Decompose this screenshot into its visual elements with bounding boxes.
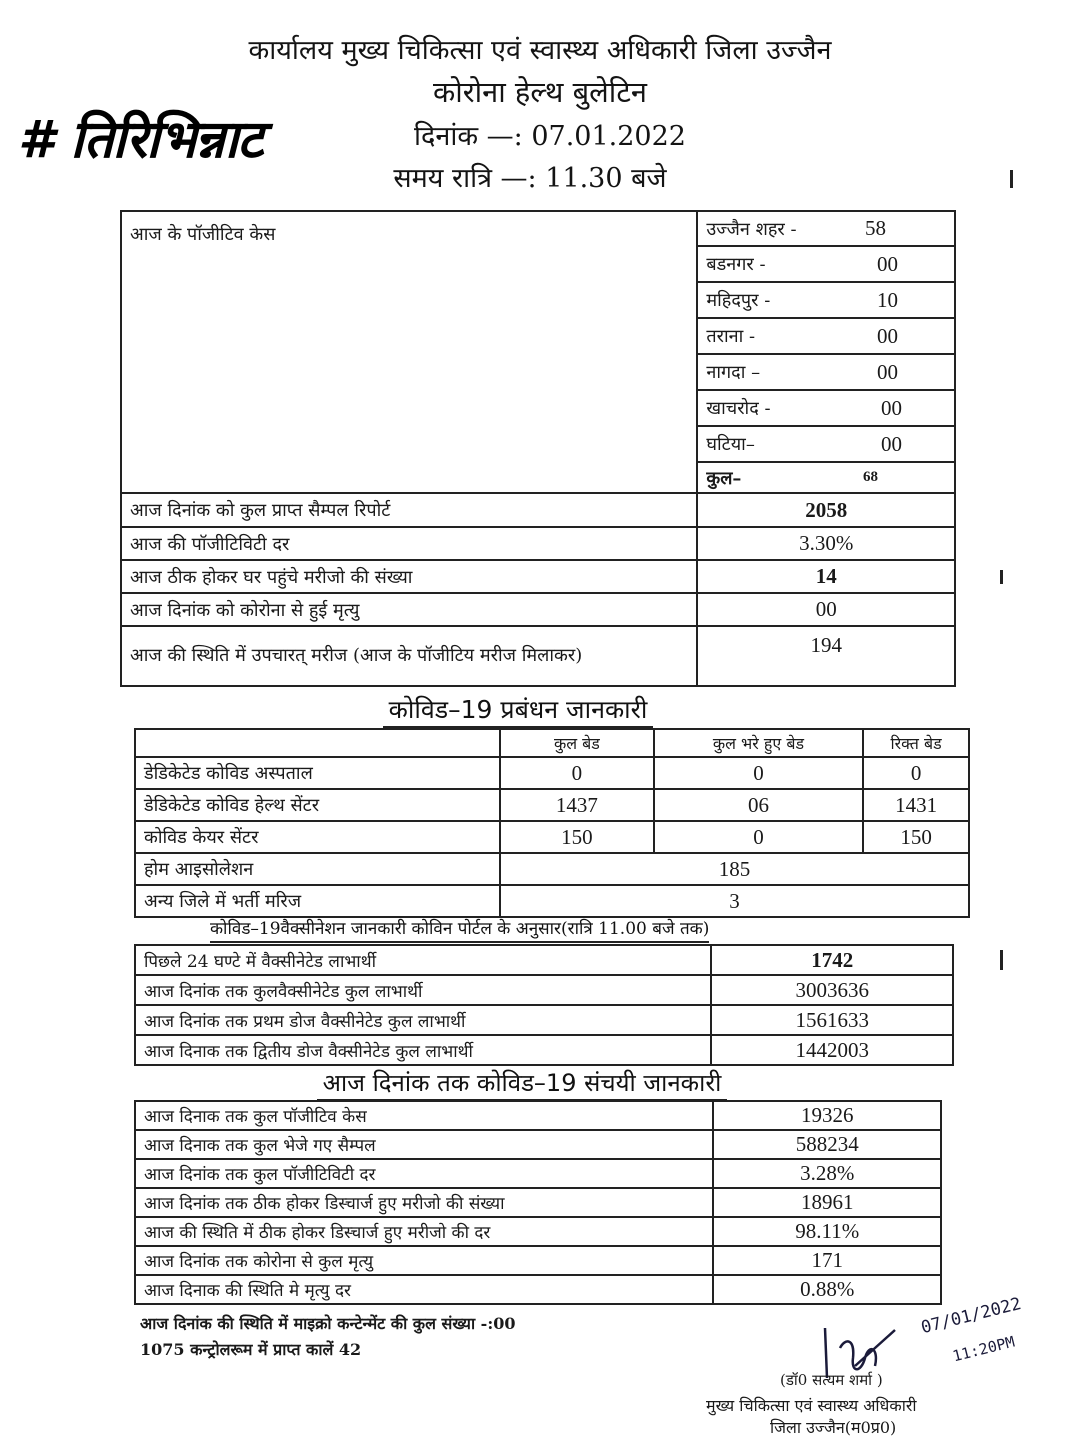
daily-label: आज ठीक होकर घर पहुंचे मरीजो की संख्या [121, 560, 697, 593]
vaccination-value: 1561633 [711, 1005, 953, 1035]
officer-district: जिला उज्जैन(म0प्र0) [770, 1418, 897, 1437]
daily-value: 14 [697, 560, 955, 593]
hashtag-label: # तिरिभिन्नाट [18, 110, 263, 170]
cumulative-value: 171 [713, 1246, 941, 1275]
empty-beds: 150 [863, 821, 969, 853]
cumulative-label: आज दिनाक की स्थिति मे मृत्यु दर [135, 1275, 713, 1304]
margin-mark [1000, 950, 1003, 970]
area-name: नागदा – [706, 362, 761, 383]
cumulative-label: आज दिनांक तक ठीक होकर डिस्चार्ज हुए मरीजो की संख्या [135, 1188, 713, 1217]
daily-label: आज की स्थिति में उपचारत् मरीज (आज के पॉजीटिय मरीज मिलाकर) [121, 626, 697, 686]
area-name: उज्जैन शहर - [706, 218, 797, 240]
facility-label: अन्य जिले में भर्ती मरिज [135, 885, 500, 917]
area-value: 10 [877, 287, 898, 312]
cumulative-value: 18961 [713, 1188, 941, 1217]
control-room-calls: 1075 कन्ट्रोलरूम में प्राप्त कालें 42 [140, 1340, 362, 1359]
containment-note: आज दिनांक की स्थिति में माइक्रो कन्टेन्मेंट की कुल संख्या -:00 [140, 1314, 516, 1333]
total-value: 68 [863, 469, 878, 485]
daily-value: 194 [697, 626, 955, 686]
facility-label: डेडिकेटेड कोविड हेल्थ सेंटर [135, 789, 500, 821]
area-value: 00 [881, 431, 902, 456]
office-title: कार्यालय मुख्य चिकित्सा एवं स्वास्थ्य अधिकारी जिला उज्जैन [248, 35, 832, 66]
cumulative-title: आज दिनांक तक कोविड–19 संचयी जानकारी [0, 1066, 1062, 1099]
bulletin-date: दिनांक —: 07.01.2022 [414, 121, 686, 152]
positive-cases-label: आज के पॉजीटिव केस [121, 211, 697, 493]
vaccination-value: 1742 [711, 945, 953, 975]
vaccination-title: कोविड–19वैक्सीनेशन जानकारी कोविन पोर्टल के अनुसार(रात्रि 11.00 बजे तक) [210, 916, 709, 943]
cumulative-label: आज दिनाक तक कुल पॉजीटिव केस [135, 1101, 713, 1130]
vaccination-label: आज दिनाक तक द्वितीय डोज वैक्सीनेटेड कुल लाभार्थी [135, 1035, 711, 1065]
vaccination-value: 3003636 [711, 975, 953, 1005]
header-blank [135, 729, 500, 757]
daily-value: 00 [697, 593, 955, 626]
empty-beds: 1431 [863, 789, 969, 821]
daily-label: आज दिनांक को कोरोना से हुई मृत्यु [121, 593, 697, 626]
daily-value: 2058 [697, 493, 955, 527]
total-label: कुल– [706, 467, 742, 489]
management-table [134, 728, 970, 918]
daily-positive-table [120, 210, 956, 687]
total-beds: 0 [500, 757, 654, 789]
area-name: महिदपुर - [706, 290, 771, 311]
area-value: 58 [865, 216, 886, 240]
cumulative-value: 3.28% [713, 1159, 941, 1188]
bulletin-time: समय रात्रि —: 11.30 बजे [393, 163, 667, 194]
area-value: 00 [877, 251, 898, 276]
cumulative-label: आज दिनाक तक कुल भेजे गए सैम्पल [135, 1130, 713, 1159]
home-isolation-value: 185 [500, 853, 969, 885]
cumulative-value: 588234 [713, 1130, 941, 1159]
area-name: घटिया– [706, 434, 755, 455]
cumulative-value: 19326 [713, 1101, 941, 1130]
cumulative-label: आज दिनांक तक कुल पॉजीटिविटी दर [135, 1159, 713, 1188]
empty-beds: 0 [863, 757, 969, 789]
daily-label: आज की पॉजीटिविटी दर [121, 527, 697, 560]
daily-label: आज दिनांक को कुल प्राप्त सैम्पल रिपोर्ट [121, 493, 697, 527]
bulletin-title: कोरोना हेल्थ बुलेटिन [432, 75, 648, 109]
other-district-value: 3 [500, 885, 969, 917]
total-beds: 150 [500, 821, 654, 853]
signature-time: 11:20PM [950, 1332, 1017, 1366]
margin-mark [1000, 570, 1003, 584]
officer-name: (डॉ0 सत्यम शर्मा ) [780, 1371, 883, 1389]
vaccination-value: 1442003 [711, 1035, 953, 1065]
management-title: कोविड–19 प्रबंधन जानकारी [0, 692, 1058, 726]
vaccination-label: आज दिनांक तक कुलवैक्सीनेटेड कुल लाभार्थी [135, 975, 711, 1005]
margin-mark [1010, 170, 1013, 188]
area-name: बडनगर - [706, 254, 766, 275]
facility-label: कोविड केयर सेंटर [135, 821, 500, 853]
total-beds: 1437 [500, 789, 654, 821]
cumulative-label: आज की स्थिति में ठीक होकर डिस्चार्ज हुए मरीजो की दर [135, 1217, 713, 1246]
vaccination-label: पिछले 24 घण्टे में वैक्सीनेटेड लाभार्थी [135, 945, 711, 975]
header-total-beds: कुल बेड [500, 729, 654, 757]
filled-beds: 06 [654, 789, 863, 821]
filled-beds: 0 [654, 757, 863, 789]
signature-date: 07/01/2022 [919, 1293, 1024, 1339]
cumulative-value: 98.11% [713, 1217, 941, 1246]
facility-label: होम आइसोलेशन [135, 853, 500, 885]
cumulative-label: आज दिनांक तक कोरोना से कुल मृत्यु [135, 1246, 713, 1275]
officer-designation: मुख्य चिकित्सा एवं स्वास्थ्य अधिकारी [706, 1396, 917, 1415]
cumulative-table [134, 1100, 942, 1305]
facility-label: डेडिकेटेड कोविड अस्पताल [135, 757, 500, 789]
cumulative-value: 0.88% [713, 1275, 941, 1304]
header-empty-beds: रिक्त बेड [863, 729, 969, 757]
vaccination-label: आज दिनांक तक प्रथम डोज वैक्सीनेटेड कुल लाभार्थी [135, 1005, 711, 1035]
vaccination-table [134, 944, 954, 1066]
area-value: 00 [877, 359, 898, 384]
area-name: तराना - [706, 326, 756, 347]
filled-beds: 0 [654, 821, 863, 853]
area-value: 00 [881, 395, 902, 420]
area-value: 00 [877, 323, 898, 348]
header-filled-beds: कुल भरे हुए बेड [654, 729, 863, 757]
area-name: खाचरोद - [706, 398, 771, 419]
daily-value: 3.30% [697, 527, 955, 560]
